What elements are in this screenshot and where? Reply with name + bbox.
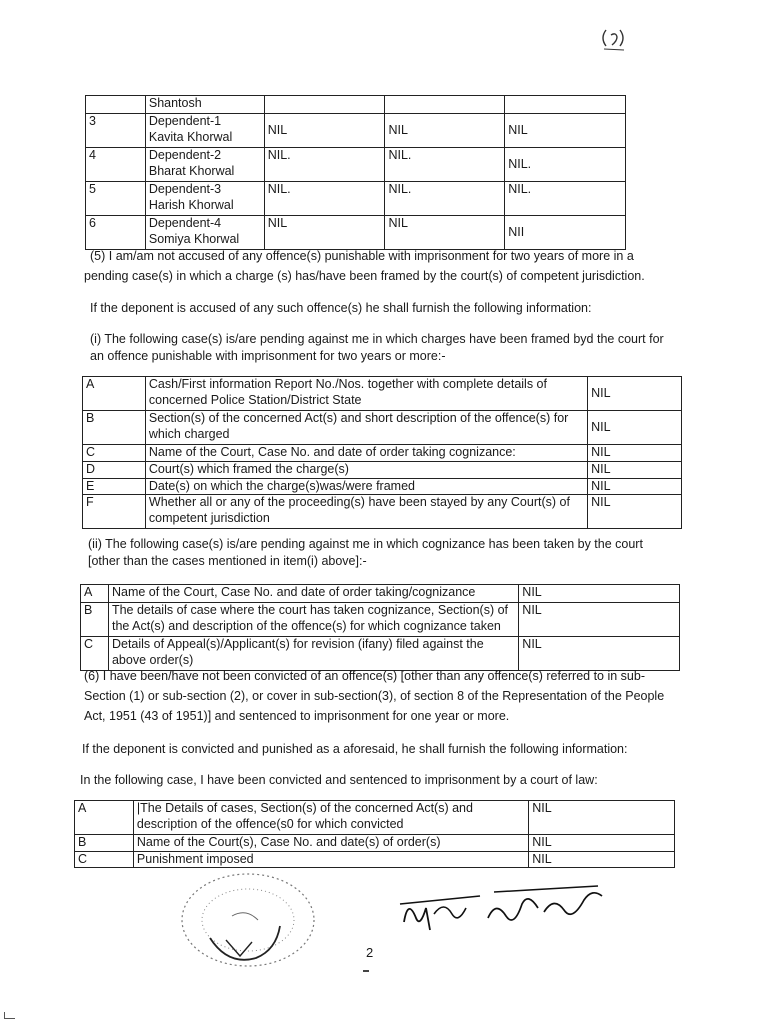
table-row: [75, 851, 675, 868]
row-value: NIL: [588, 445, 682, 462]
row-value: NIL: [519, 603, 680, 637]
signature-icon: [398, 878, 608, 940]
table-row: [86, 114, 626, 148]
cell-value: NIL.: [385, 148, 505, 182]
table-row: [75, 801, 675, 835]
table-row: [81, 603, 680, 637]
para-5-line-2: pending case(s) in which a charge (s) has/have been framed by the court(s) of competent jurisdiction.: [84, 269, 645, 283]
table-row: [86, 182, 626, 216]
cell-value: NIL: [505, 114, 626, 148]
cell-value: [385, 96, 505, 114]
row-description: Whether all or any of the proceeding(s) have been stayed by any Court(s) of competent jurisdiction: [145, 495, 587, 529]
cell-value: NIL.: [505, 148, 626, 182]
row-key: B: [83, 411, 146, 445]
handwritten-page-mark-icon: [598, 26, 628, 52]
row-description: Details of Appeal(s)/Applicant(s) for revision (ifany) filed against the above order(s): [108, 637, 518, 671]
table-row: [86, 216, 626, 250]
row-value: NIL: [588, 478, 682, 495]
dependent-name: Shantosh: [145, 96, 264, 114]
cell-value: NIL.: [385, 182, 505, 216]
row-key: E: [83, 478, 146, 495]
table-row: [75, 835, 675, 852]
row-number: [86, 96, 146, 114]
row-description: The details of case where the court has taken cognizance, Section(s) of the Act(s) and description of the offence(s) for which cognizance taken: [108, 603, 518, 637]
para-6-line-2: Section (1) or sub-section (2), or cover in sub-section(3), of section 8 of the Representation of the People: [84, 689, 665, 703]
row-description: Name of the Court(s), Case No. and date(s) of order(s): [133, 835, 528, 852]
row-value: NIL: [529, 835, 675, 852]
row-number: 4: [86, 148, 146, 182]
para-i-line-1: (i) The following case(s) is/are pending against me in which charges have been framed byd the court for: [90, 332, 664, 346]
cell-value: NIL: [264, 114, 385, 148]
table-row: [83, 445, 682, 462]
row-description: Name of the Court, Case No. and date of order taking cognizance:: [145, 445, 587, 462]
row-key: F: [83, 495, 146, 529]
row-description: Cash/First information Report No./Nos. together with complete details of concerned Police Station/District State: [145, 377, 587, 411]
row-value: NIL: [588, 377, 682, 411]
row-description: Punishment imposed: [133, 851, 528, 868]
row-value: NIL: [529, 851, 675, 868]
cell-value: NIL.: [264, 148, 385, 182]
dependents-table: [85, 95, 626, 250]
dependent-name: Dependent-2 Bharat Khorwal: [145, 148, 264, 182]
row-number: 3: [86, 114, 146, 148]
row-key: A: [75, 801, 134, 835]
row-value: NIL: [519, 637, 680, 671]
charges-table: [82, 376, 682, 529]
row-description: Section(s) of the concerned Act(s) and short description of the offence(s) for which charged: [145, 411, 587, 445]
row-key: C: [75, 851, 134, 868]
row-value: NIL: [588, 495, 682, 529]
cell-value: NIL.: [505, 182, 626, 216]
table-row: [83, 478, 682, 495]
row-key: C: [83, 445, 146, 462]
scan-mark: [363, 970, 369, 972]
row-value: NIL: [519, 585, 680, 603]
conviction-table: [74, 800, 675, 868]
table-row: [83, 411, 682, 445]
table-row: [83, 495, 682, 529]
cell-value: NIL: [385, 216, 505, 250]
para-if-convicted: If the deponent is convicted and punished as a aforesaid, he shall furnish the following information:: [82, 742, 628, 756]
table-row: [83, 377, 682, 411]
table-row: [86, 96, 626, 114]
row-description: |The Details of cases, Section(s) of the concerned Act(s) and description of the offence(s0 for which convicted: [133, 801, 528, 835]
cell-value: NIL.: [264, 182, 385, 216]
cognizance-table: [80, 584, 680, 671]
row-number: 6: [86, 216, 146, 250]
dependent-name: Dependent-1 Kavita Khorwal: [145, 114, 264, 148]
para-i-line-2: an offence punishable with imprisonment for two years or more:-: [90, 349, 446, 363]
row-value: NIL: [588, 462, 682, 479]
para-5-line-1: (5) I am/am not accused of any offence(s) punishable with imprisonment for two years of more in a: [90, 249, 634, 263]
row-description: Court(s) which framed the charge(s): [145, 462, 587, 479]
row-key: B: [81, 603, 109, 637]
row-key: B: [75, 835, 134, 852]
row-key: A: [83, 377, 146, 411]
row-key: C: [81, 637, 109, 671]
table-row: [81, 585, 680, 603]
row-key: D: [83, 462, 146, 479]
notary-seal-icon: [168, 868, 328, 980]
para-6-line-1: (6) I have been/have not been convicted of an offence(s) [other than any offence(s) referred to in sub-: [84, 669, 645, 683]
para-ii-line-2: [other than the cases mentioned in item(i) above]:-: [88, 554, 367, 568]
table-row: [81, 637, 680, 671]
dependent-name: Dependent-4 Somiya Khorwal: [145, 216, 264, 250]
para-6-line-3: Act, 1951 (43 of 1951)] and sentenced to imprisonment for one year or more.: [84, 709, 510, 723]
page-number: 2: [366, 945, 374, 960]
table-row: [86, 148, 626, 182]
row-description: Date(s) on which the charge(s)was/were framed: [145, 478, 587, 495]
table-row: [83, 462, 682, 479]
para-following-case: In the following case, I have been convicted and sentenced to imprisonment by a court of law:: [80, 773, 598, 787]
row-value: NIL: [588, 411, 682, 445]
para-ii-line-1: (ii) The following case(s) is/are pending against me in which cognizance has been taken by the court: [88, 537, 643, 551]
row-key: A: [81, 585, 109, 603]
cell-value: NII: [505, 216, 626, 250]
dependent-name: Dependent-3 Harish Khorwal: [145, 182, 264, 216]
row-description: Name of the Court, Case No. and date of order taking/cognizance: [108, 585, 518, 603]
cell-value: NIL: [385, 114, 505, 148]
scan-mark: [4, 1012, 15, 1019]
row-value: NIL: [529, 801, 675, 835]
cell-value: NIL: [264, 216, 385, 250]
para-if-accused: If the deponent is accused of any such offence(s) he shall furnish the following information:: [90, 301, 592, 315]
cell-value: [505, 96, 626, 114]
cell-value: [264, 96, 385, 114]
row-number: 5: [86, 182, 146, 216]
